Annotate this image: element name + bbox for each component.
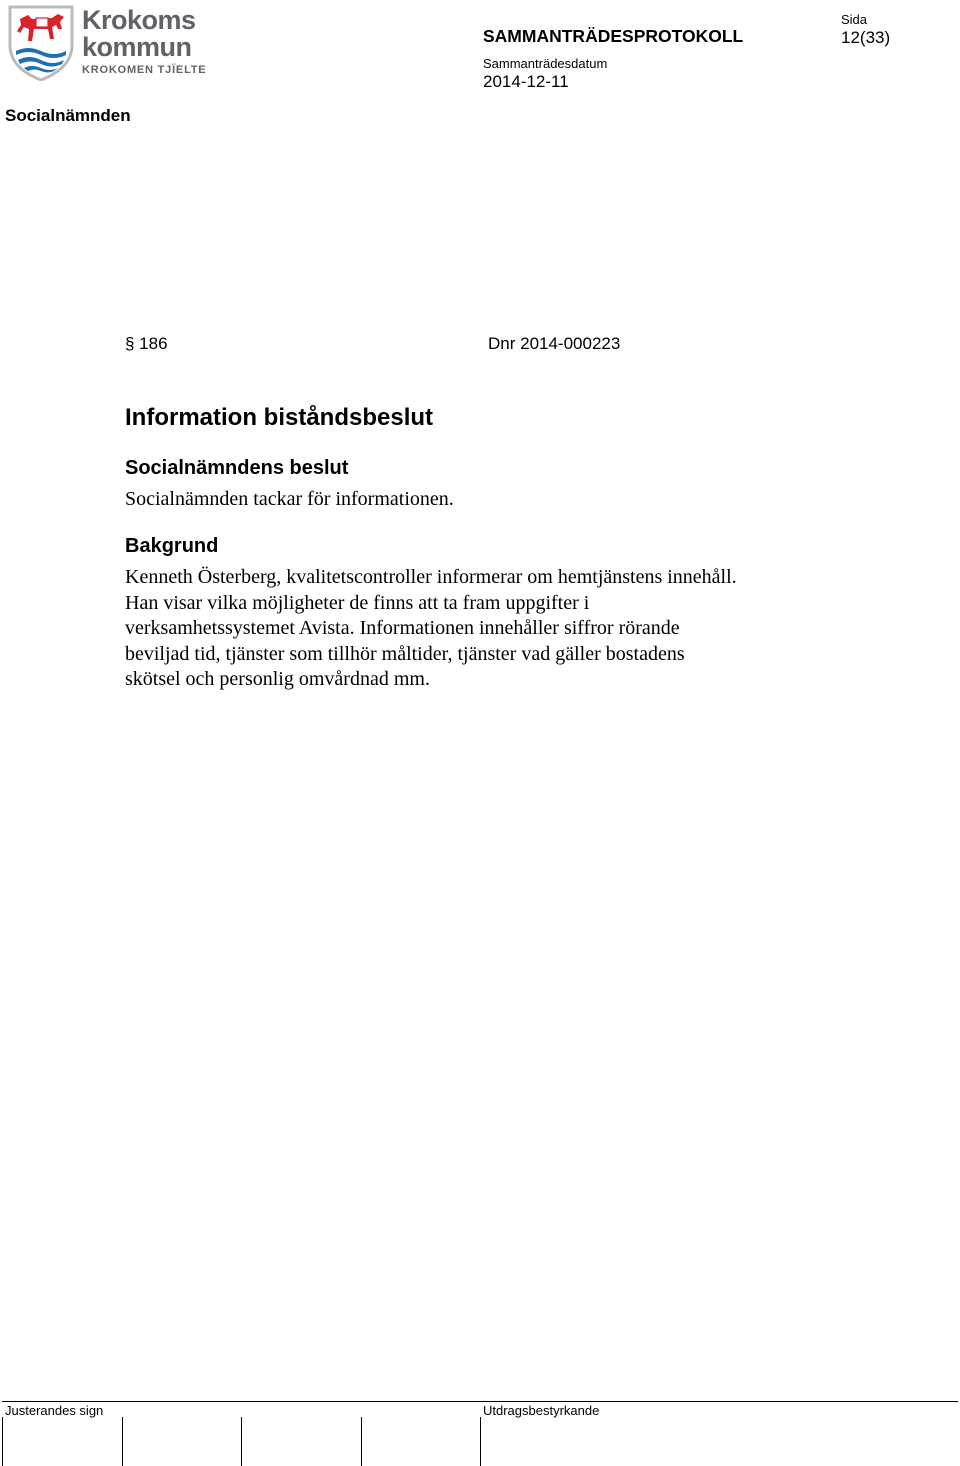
extract-certification-label: Utdragsbestyrkande (483, 1403, 600, 1418)
logo-tagline: KROKOMEN TJÏELTE (82, 64, 207, 76)
document-title: SAMMANTRÄDESPROTOKOLL (483, 26, 744, 46)
background-line: beviljad tid, tjänster som tillhör måltider, tjänster vad gäller bostadens (125, 642, 685, 665)
signature-box-divider (361, 1417, 362, 1466)
background-line: verksamhetssystemet Avista. Informationen innehåller siffror rörande (125, 617, 680, 639)
adjuster-signature-label: Justerandes sign (5, 1403, 104, 1418)
page-number: 12(33) (841, 28, 891, 47)
decision-heading: Socialnämndens beslut (125, 457, 349, 479)
background-line: skötsel och personlig omvårdnad mm. (125, 668, 430, 690)
logo-wordmark (82, 5, 207, 76)
decision-text: Socialnämnden tackar för informationen. (125, 488, 454, 510)
organization-name: Socialnämnden (5, 106, 131, 125)
background-text (125, 565, 825, 693)
background-line: Kenneth Österberg, kvalitetscontroller informerar om hemtjänstens innehåll. (125, 566, 737, 588)
signature-box-divider (2, 1417, 3, 1466)
meeting-date-label: Sammanträdesdatum (483, 56, 608, 71)
background-line: Han visar vilka möjligheter de finns att ta fram uppgifter i (125, 591, 590, 614)
signature-box-divider (480, 1417, 481, 1466)
footer-divider (2, 1401, 958, 1402)
section-heading: Information biståndsbeslut (125, 404, 434, 431)
municipality-logo (8, 5, 208, 83)
background-heading: Bakgrund (125, 535, 219, 557)
meeting-date-value: 2014-12-11 (483, 72, 569, 91)
logo-name-line1: Krokoms (82, 5, 196, 35)
signature-box-divider (122, 1417, 123, 1466)
logo-name-line2: kommun (82, 32, 192, 62)
municipal-coat-of-arms-icon (8, 5, 74, 81)
page-label: Sida (841, 12, 868, 27)
case-number: Dnr 2014-000223 (488, 334, 621, 353)
signature-box-divider (241, 1417, 242, 1466)
paragraph-number: § 186 (125, 334, 168, 353)
